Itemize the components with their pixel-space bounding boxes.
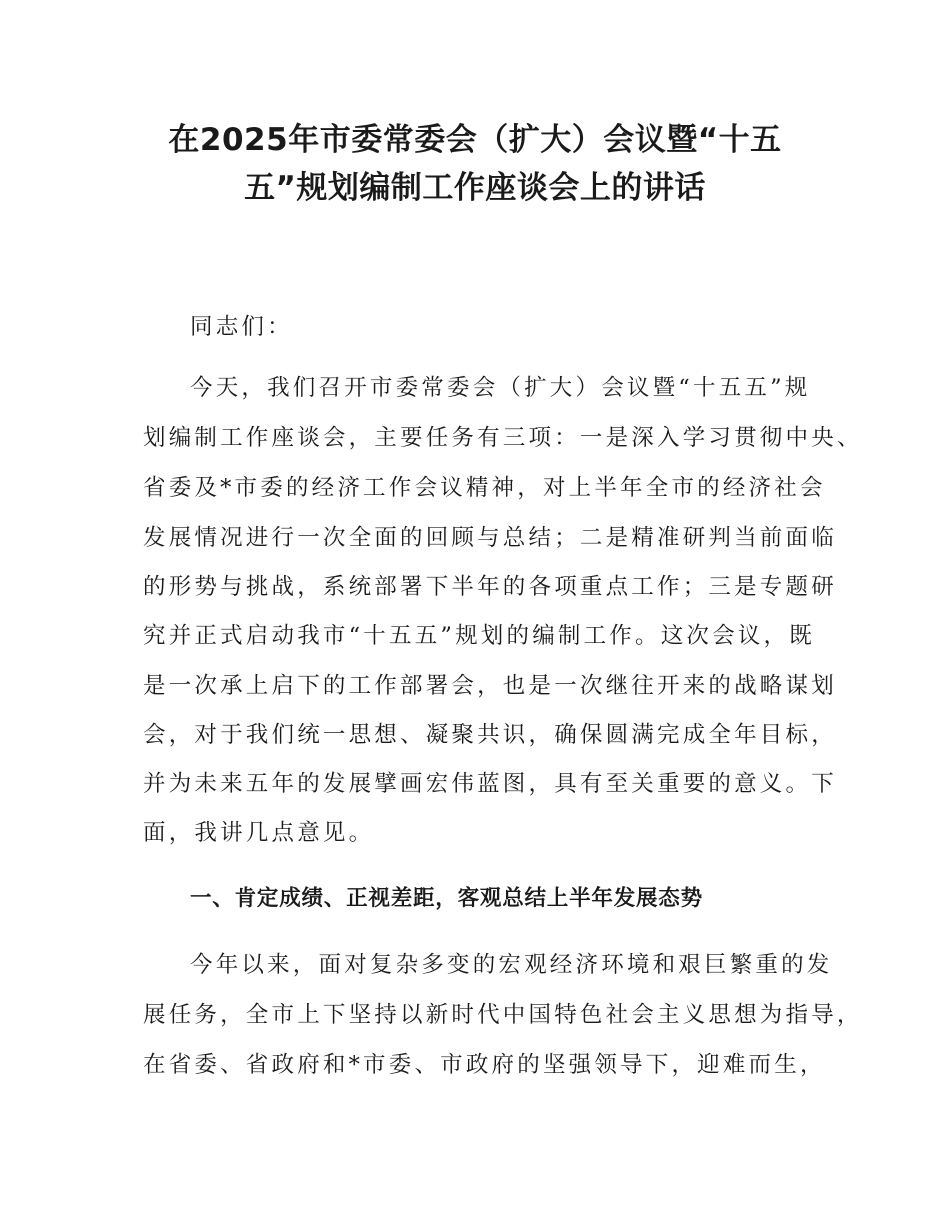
paragraph-1-line-9: 并为未来五年的发展擘画宏伟蓝图，具有至关重要的意义。下 xyxy=(143,771,837,797)
paragraph-1-line-3: 省委及*市委的经济工作会议精神，对上半年全市的经济社会 xyxy=(143,475,826,501)
paragraph-2-line-3: 在省委、省政府和*市委、市政府的坚强领导下，迎难而生， xyxy=(143,1052,826,1078)
document-title-line-2: 五”规划编制工作座谈会上的讲话 xyxy=(244,170,706,206)
paragraph-1-line-4: 发展情况进行一次全面的回顾与总结；二是精准研判当前面临 xyxy=(143,525,837,551)
section-1-heading: 一、肯定成绩、正视差距，客观总结上半年发展态势 xyxy=(190,886,703,911)
paragraph-1-line-2: 划编制工作座谈会，主要任务有三项：一是深入学习贯彻中央、 xyxy=(143,425,863,451)
paragraph-2-line-2: 展任务，全市上下坚持以新时代中国特色社会主义思想为指导， xyxy=(143,1002,863,1028)
paragraph-1-line-6: 究并正式启动我市“十五五”规划的编制工作。这次会议，既 xyxy=(143,623,815,649)
paragraph-1-line-5: 的形势与挑战，系统部署下半年的各项重点工作；三是专题研 xyxy=(143,574,837,600)
paragraph-1-line-8: 会，对于我们统一思想、凝聚共识，确保圆满完成全年目标， xyxy=(143,722,837,748)
paragraph-1-line-1: 今天，我们召开市委常委会（扩大）会议暨“十五五”规 xyxy=(190,375,811,401)
salutation: 同志们： xyxy=(190,314,293,340)
paragraph-1-line-7: 是一次承上启下的工作部署会，也是一次继往开来的战略谋划 xyxy=(143,673,837,699)
paragraph-1-line-10: 面，我讲几点意见。 xyxy=(143,820,375,846)
document-title-line-1: 在2025年市委常委会（扩大）会议暨“十五 xyxy=(168,122,782,158)
paragraph-2-line-1: 今年以来，面对复杂多变的宏观经济环境和艰巨繁重的发 xyxy=(190,952,833,978)
